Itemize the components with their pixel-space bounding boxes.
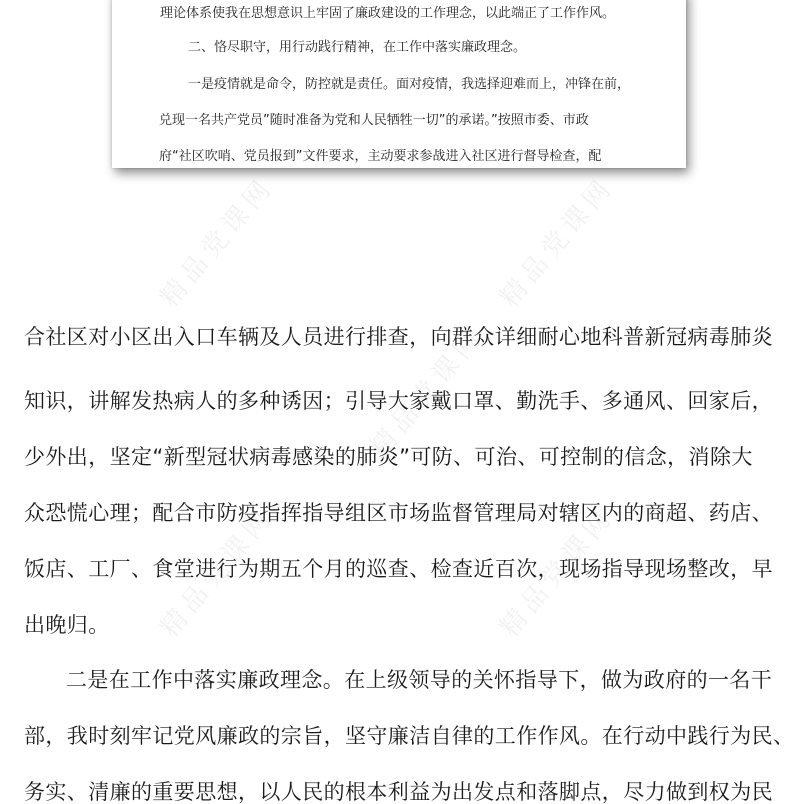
document-preview-card: [112, 0, 686, 168]
preview-paragraph-line: 理论体系使我在思想意识上牢固了廉政建设的工作理念，以此端正了工作作风。: [160, 6, 616, 21]
watermark-text: 精品党课网: [154, 171, 281, 314]
body-text-line: 饭店、工厂、食堂进行为期五个月的巡查、检查近百次，现场指导现场整改，早: [24, 557, 773, 581]
body-text-line: 出晚归。: [24, 613, 110, 637]
body-text-line: 少外出，坚定“新型冠状病毒感染的肺炎”可防、可治、可控制的信念，消除大: [24, 445, 753, 469]
body-paragraph-start: 二是在工作中落实廉政理念。在上级领导的关怀指导下，做为政府的一名干: [66, 668, 773, 692]
watermark-text: 精品党课网: [154, 501, 281, 644]
watermark-text: 精品党课网: [494, 501, 621, 644]
preview-paragraph-line: 府“社区吹哨、党员报到”文件要求，主动要求参战进入社区进行督导检查，配: [159, 149, 602, 164]
body-text-line: 合社区对小区出入口车辆及人员进行排查，向群众详细耐心地科普新冠病毒肺炎: [24, 325, 773, 349]
body-text-line: 众恐慌心理；配合市防疫指挥指导组区市场监督管理局对辖区内的商超、药店、: [24, 501, 773, 525]
body-text-line: 部，我时刻牢记党风廉政的宗旨，坚守廉洁自律的工作作风。在行动中践行为民、: [24, 724, 795, 748]
preview-section-heading: 二、恪尽职守，用行动践行精神，在工作中落实廉政理念。: [188, 40, 527, 55]
body-text-line: 知识，讲解发热病人的多种诱因；引导大家戴口罩、勤洗手、多通风、回家后，: [24, 389, 773, 413]
body-text-line: 务实、清廉的重要思想，以人民的根本利益为出发点和落脚点，尽力做到权为民: [24, 780, 773, 804]
watermark-text: 精品党课网: [494, 171, 621, 314]
watermark-text: 精品党课网: [364, 321, 491, 464]
preview-paragraph-line: 兑现一名共产党员”随时准备为党和人民牺牲一切”的承诺。”按照市委、市政: [159, 113, 589, 128]
preview-paragraph-line: 一是疫情就是命令，防控就是责任。面对疫情，我选择迎难而上，冲锋在前，: [188, 77, 631, 92]
